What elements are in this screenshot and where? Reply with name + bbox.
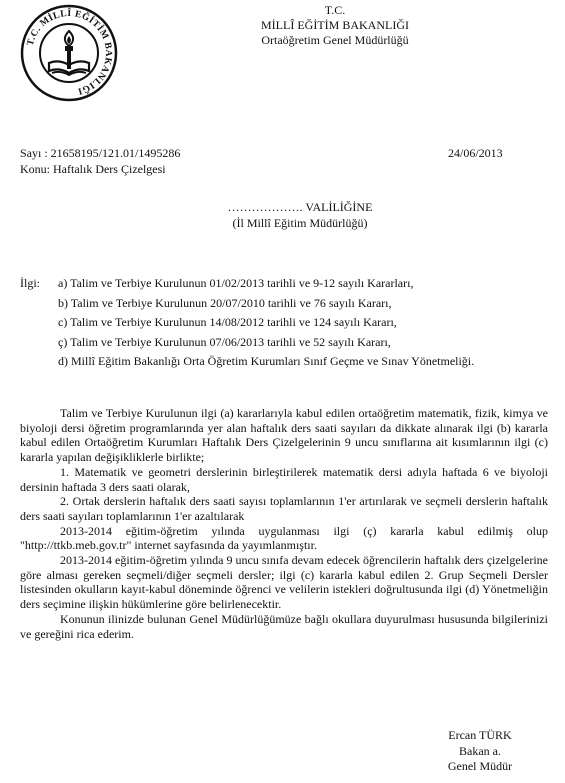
signatory-title: Bakan a.: [459, 743, 501, 758]
body-paragraph: 1. Matematik ve geometri derslerinin birleştirilerek matematik dersi adıyla haftada 6 ve biyoloji dersinin haftada 3 ders saati olarak,: [20, 464, 548, 494]
body-paragraph: 2013-2014 eğitim-öğretim yılında 9 uncu sınıfa devam edecek öğrencilerin haftalık ders çizelgelerine göre alması gereken seçmeli/diğer seçmeli dersler; ilgi (c) kararla kabul edilen 2. Grup Seçmeli Dersler listesinden okulların kayıt-kabul döneminde öğrenci ve velilerin istekleri doğrultusunda ilgi (d) Yönetmeliğin ders seçimine ilişkin hükümlerine göre belirlenecektir.: [20, 553, 548, 612]
ministry-seal-icon: [19, 3, 119, 103]
references-label: İlgi:: [20, 276, 40, 290]
reference-item: [20, 274, 550, 294]
header-tc: T.C.: [324, 3, 346, 17]
letter-body: [20, 406, 548, 641]
references-list: [20, 274, 550, 372]
body-paragraph: Talim ve Terbiye Kurulunun ilgi (a) kararlarıyla kabul edilen ortaöğretim matematik, fizik, kimya ve biyoloji dersi öğretim programlarında yer alan haftalık ders saati sayıları da dikkate alınarak ilgi (b) kararla kabul edilen Ortaöğretim Kurumları Haftalık Ders Çizelgelerinin 9 uncu sınıflarına ait kısımlarının ilgi (c) kararla yapılan değişikliklerle birlikte;: [20, 406, 548, 465]
reference-text: d) Millî Eğitim Bakanlığı Orta Öğretim Kurumları Sınıf Geçme ve Sınav Yönetmeliği.: [58, 354, 475, 368]
signature-block: [420, 728, 540, 775]
addressee-subline: (İl Millî Eğitim Müdürlüğü): [232, 216, 368, 230]
letterhead: [215, 3, 455, 47]
signatory-position: Genel Müdür: [447, 759, 513, 773]
body-paragraph: 2. Ortak derslerin haftalık ders saati sayısı toplamlarının 1'er artırılarak ve seçmeli derslerin haftalık ders saati sayıları toplamlarının 1'er azaltılarak: [20, 494, 548, 523]
ministry-logo: [19, 3, 119, 103]
body-paragraph: 2013-2014 eğitim-öğretim yılında uygulanması ilgi (ç) kararla kabul edilmiş olup "http://ttkb.meb.gov.tr" internet sayfasında da yayımlanmıştır.: [20, 523, 548, 553]
logo-ring-text: T.C. MİLLÎ EĞİTİM BAKANLIĞI: [25, 8, 114, 96]
reference-item: [20, 294, 550, 314]
body-paragraph: Konunun ilinizde bulunan Genel Müdürlüğümüze bağlı okullara duyurulması hususunda bilgilerinizi ve gereğini rica ederim.: [20, 611, 548, 641]
reference-text: b) Talim ve Terbiye Kurulunun 20/07/2010 tarihli ve 76 sayılı Kararı,: [58, 295, 392, 310]
document-subject: Konu: Haftalık Ders Çizelgesi: [20, 162, 166, 176]
reference-item: [20, 352, 550, 372]
header-directorate: Ortaöğretim Genel Müdürlüğü: [261, 33, 409, 47]
reference-text: c) Talim ve Terbiye Kurulunun 14/08/2012 tarihli ve 124 sayılı Kararı,: [58, 315, 397, 329]
reference-text: ç) Talim ve Terbiye Kurulunun 07/06/2013 tarihli ve 52 sayılı Kararı,: [58, 334, 391, 349]
signatory-name: Ercan TÜRK: [448, 728, 512, 742]
reference-item: [20, 333, 550, 353]
reference-text: a) Talim ve Terbiye Kurulunun 01/02/2013 tarihli ve 9-12 sayılı Kararları,: [58, 276, 414, 290]
header-ministry: MİLLÎ EĞİTİM BAKANLIĞI: [261, 18, 409, 32]
document-number: Sayı : 21658195/121.01/1495286: [20, 146, 181, 160]
reference-item: [20, 313, 550, 333]
addressee-line: ………………. VALİLİĞİNE: [227, 200, 373, 214]
document-date: 24/06/2013: [448, 146, 503, 160]
